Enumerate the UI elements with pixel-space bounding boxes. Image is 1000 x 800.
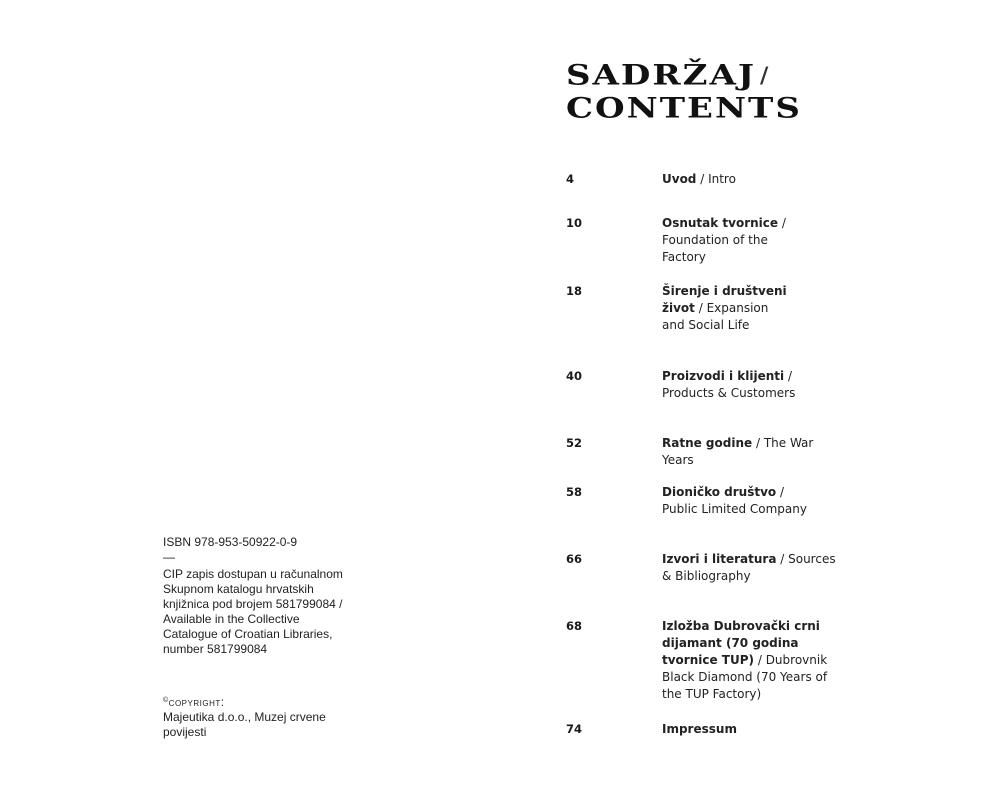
toc-title-english: / Expansion and Social Life <box>662 301 769 332</box>
toc-title-croatian: Osnutak tvornice <box>662 216 779 230</box>
colophon-dash: — <box>163 550 175 564</box>
title-slash: / <box>759 63 771 91</box>
toc-title-croatian: Dioničko društvo <box>662 485 777 499</box>
copyright-label <box>163 693 353 710</box>
toc-page-number: 18 <box>566 284 583 298</box>
toc-title-english: / The War Years <box>662 436 814 467</box>
toc-page-number: 52 <box>566 436 583 450</box>
toc-title-english: / Sources & Bibliography <box>662 552 836 583</box>
toc-page-number: 10 <box>566 216 583 230</box>
toc-title-croatian: Širenje i društveni život <box>662 284 787 315</box>
toc-title-english: / Products & Customers <box>662 369 796 400</box>
toc-page-number: 66 <box>566 552 583 566</box>
toc-title <box>662 484 807 518</box>
isbn-text: ISBN 978-953-50922-0-9 <box>163 535 298 549</box>
toc-title <box>662 215 812 266</box>
toc-title <box>662 721 847 738</box>
copyright-block <box>163 693 353 740</box>
toc-title <box>662 368 812 402</box>
toc-title-english: / Dubrovnik Black Diamond (70 Years of the TUP Factory) <box>662 653 828 701</box>
contents-title <box>566 60 896 124</box>
toc-title-croatian: Izložba Dubrovački crni dijamant (70 godina tvornice TUP) <box>662 619 820 667</box>
toc-title-croatian: Uvod <box>662 172 697 186</box>
title-english: CONTENTS <box>566 91 802 125</box>
title-croatian: SADRŽAJ <box>566 59 756 92</box>
copyright-holder: Majeutika d.o.o., Muzej crvene povijesti <box>163 710 326 739</box>
toc-title-english: / Public Limited Company <box>662 485 807 516</box>
toc-title-croatian: Proizvodi i klijenti <box>662 369 785 383</box>
copyright-label-text: copyright: <box>168 695 225 709</box>
toc-title-english: / Foundation of the Factory <box>662 216 786 264</box>
toc-title-english: / Intro <box>696 172 736 186</box>
toc-title <box>662 551 837 585</box>
toc-title-croatian: Izvori i literatura <box>662 552 777 566</box>
copyright-symbol: © <box>163 697 169 704</box>
toc-title-croatian: Ratne godine <box>662 436 753 450</box>
colophon <box>163 535 353 740</box>
toc-page-number: 74 <box>566 722 583 736</box>
toc-title <box>662 171 847 188</box>
toc-title <box>662 618 842 703</box>
toc-page-number: 4 <box>566 172 575 186</box>
toc-title <box>662 435 847 469</box>
toc-page-number: 40 <box>566 369 583 383</box>
title-line-1 <box>566 60 896 93</box>
cip-text: CIP zapis dostupan u računalnom Skupnom katalogu hrvatskih knjižnica pod brojem 581799084 / Available in the Collective Catalogue of Croatian Libraries, number 581799084 <box>163 567 343 656</box>
toc-title-croatian: Impressum <box>662 722 737 736</box>
toc-page-number: 58 <box>566 485 583 499</box>
toc-page-number: 68 <box>566 619 583 633</box>
toc-title <box>662 283 787 334</box>
